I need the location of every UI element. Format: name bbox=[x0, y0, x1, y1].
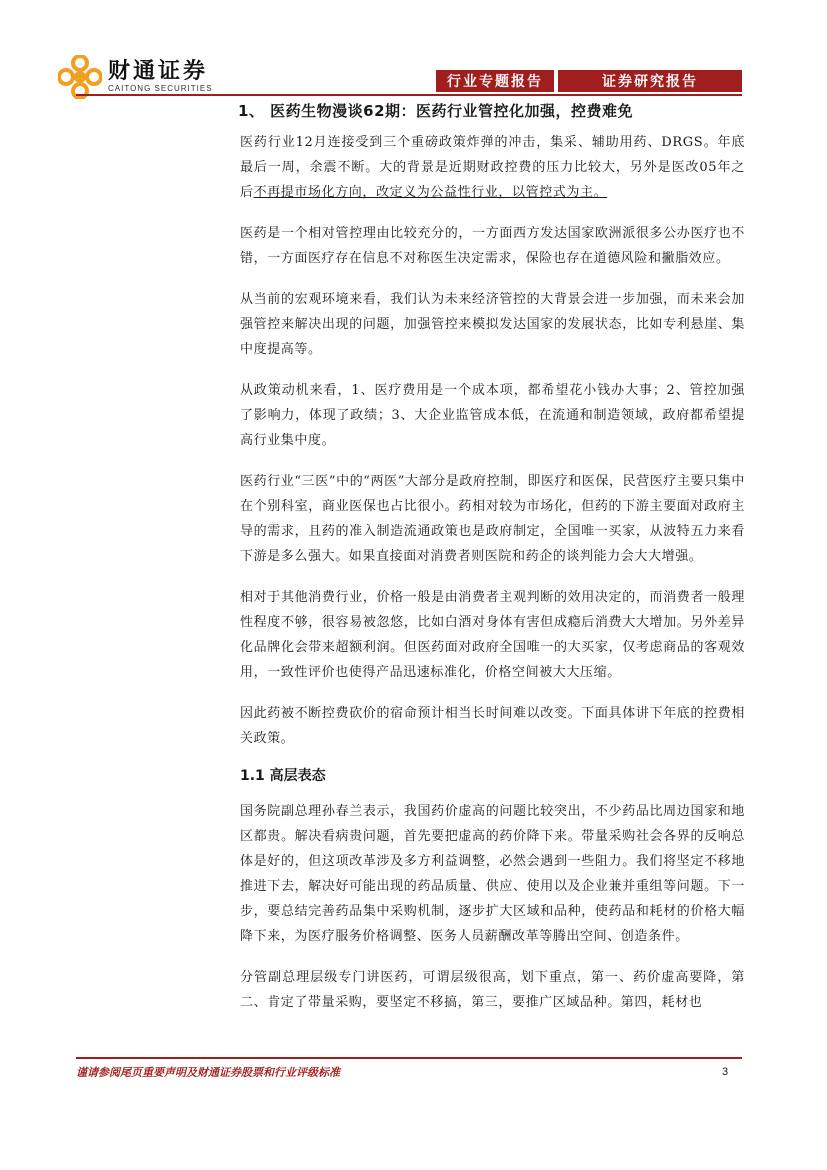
paragraph-1-underlined: 不再提市场化方向，改定义为公益性行业，以管控式为主。 bbox=[253, 185, 608, 200]
report-body bbox=[240, 130, 745, 1015]
header-divider bbox=[76, 94, 742, 96]
section-title: 1、 医药生物漫谈62期：医药行业管控化加强，控费难免 bbox=[238, 102, 634, 120]
footer-disclaimer: 谨请参阅尾页重要声明及财通证券股票和行业评级标准 bbox=[76, 1066, 340, 1079]
paragraph-7: 因此药被不断控费砍价的宿命预计相当长时间难以改变。下面具体讲下年底的控费相关政策。 bbox=[240, 706, 745, 746]
logo-english-name: CAITONG SECURITIES bbox=[108, 84, 213, 93]
industry-report-tab: 行业专题报告 bbox=[436, 70, 554, 92]
paragraph-1 bbox=[240, 130, 745, 205]
caitong-logo-icon bbox=[58, 55, 102, 99]
paragraph-1-text: 医药行业12月连接受到三个重磅政策炸弹的冲击，集采、辅助用药、DRGS。年底最后一周，余震不断。大的背景是近期财政控费的压力比较大，另外是医改05年之后 bbox=[240, 135, 745, 200]
paragraph-2: 医药是一个相对管控理由比较充分的，一方面西方发达国家欧洲派很多公办医疗也不错，一方面医疗存在信息不对称医生决定需求，保险也存在道德风险和撇脂效应。 bbox=[240, 226, 745, 266]
paragraph-6: 相对于其他消费行业，价格一般是由消费者主观判断的效用决定的，而消费者一般理性程度不够，很容易被忽悠，比如白酒对身体有害但成瘾后消费大大增加。另外差异化品牌化会带来超额利润。但医药面对政府全国唯一的大买家，仅考虑商品的客观效用，一致性评价也使得产品迅速标准化，价格空间被大大压缩。 bbox=[240, 590, 745, 680]
paragraph-5: 医药行业“三医”中的“两医”大部分是政府控制，即医疗和医保，民营医疗主要只集中在个别科室，商业医保也占比很小。药相对较为市场化，但药的下游主要面对政府主导的需求，且药的准入制造流通政策也是政府制定，全国唯一买家，从波特五力来看下游是多么强大。如果直接面对消费者则医院和药企的谈判能力会大大增强。 bbox=[240, 474, 745, 564]
page-number: 3 bbox=[722, 1066, 729, 1078]
footer-divider bbox=[76, 1057, 742, 1059]
securities-research-tab: 证券研究报告 bbox=[558, 70, 742, 92]
paragraph-9: 分管副总理层级专门讲医药，可谓层级很高，划下重点，第一、药价虚高要降，第二、肯定了带量采购，要坚定不移搞，第三，要推广区域品种。第四，耗材也 bbox=[240, 970, 745, 1010]
paragraph-4: 从政策动机来看，1、医疗费用是一个成本项，都希望花小钱办大事；2、管控加强了影响力，体现了政绩；3、大企业监管成本低，在流通和制造领域，政府都希望提高行业集中度。 bbox=[240, 383, 745, 448]
report-type-header bbox=[436, 70, 742, 92]
company-logo bbox=[58, 55, 213, 99]
paragraph-8: 国务院副总理孙春兰表示，我国药价虚高的问题比较突出，不少药品比周边国家和地区都贵。解决看病贵问题，首先要把虚高的药价降下来。带量采购社会各界的反响总体是好的，但这项改革涉及多方利益调整，必然会遇到一些阻力。我们将坚定不移地推进下去，解决好可能出现的药品质量、供应、使用以及企业兼并重组等问题。下一步，要总结完善药品集中采购机制，逐步扩大区域和品种，使药品和耗材的价格大幅降下来，为医疗服务价格调整、医务人员薪酬改革等腾出空间、创造条件。 bbox=[240, 804, 745, 944]
logo-chinese-name: 财通证券 bbox=[108, 59, 209, 84]
paragraph-3: 从当前的宏观环境来看，我们认为未来经济管控的大背景会进一步加强，而未来会加强管控来解决出现的问题，加强管控来模拟发达国家的发展状态，比如专利悬崖、集中度提高等。 bbox=[240, 292, 745, 357]
subsection-title: 1.1 高层表态 bbox=[240, 768, 326, 784]
